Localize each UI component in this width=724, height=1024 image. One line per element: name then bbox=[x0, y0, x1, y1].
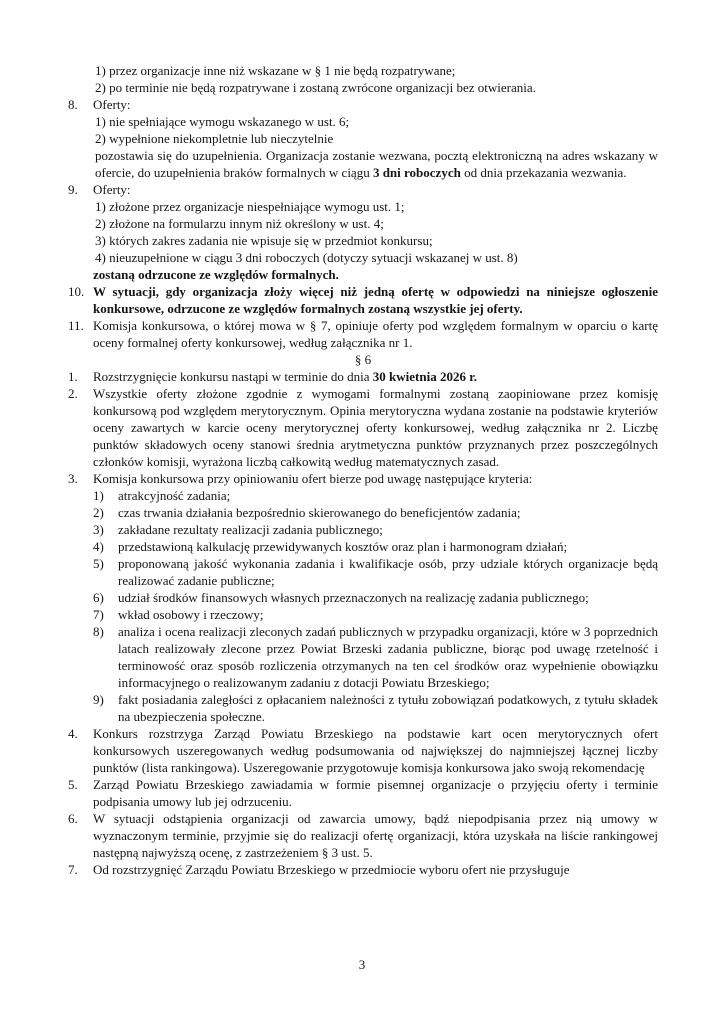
list-marker: 7. bbox=[68, 862, 78, 877]
list-marker: 1) bbox=[93, 488, 104, 503]
sub-item bbox=[68, 232, 658, 249]
text-run: Oferty: bbox=[93, 97, 131, 112]
list-marker: 7) bbox=[93, 607, 104, 622]
list-item bbox=[68, 861, 658, 878]
text-run: przez organizacje inne niż wskazane w § 1 nie będą rozpatrywane; bbox=[109, 63, 456, 78]
text-run: Komisja konkursowa, o której mowa w § 7, opiniuje oferty pod względem formalnym w oparciu o kartę oceny formalnej oferty konkursowej, według załącznika nr 1. bbox=[93, 318, 658, 350]
sub-item bbox=[68, 198, 658, 215]
continuation-paragraph bbox=[68, 266, 658, 283]
sub-item bbox=[68, 79, 658, 96]
list-marker: 5. bbox=[68, 777, 78, 792]
sub-item bbox=[68, 62, 658, 79]
sub-item bbox=[68, 538, 658, 555]
sub-item bbox=[68, 521, 658, 538]
list-marker: 4) bbox=[95, 250, 106, 265]
bold-text-run: 3 dni roboczych bbox=[372, 165, 461, 180]
text-run: nie spełniające wymogu wskazanego w ust. 6; bbox=[109, 114, 350, 129]
text-run: nieuzupełnione w ciągu 3 dni roboczych (dotyczy sytuacji wskazanej w ust. 8) bbox=[109, 250, 518, 265]
list-marker: 3) bbox=[95, 233, 106, 248]
text-run: złożone na formularzu innym niż określony w ust. 4; bbox=[109, 216, 384, 231]
continuation-paragraph bbox=[68, 147, 658, 181]
text-run: Wszystkie oferty złożone zgodnie z wymogami formalnymi zostaną zaopiniowane przez komisję konkursową pod względem merytorycznym. Opinia merytoryczna wydana zostanie na podstawie kryteriów oceny zawartych w karcie oceny merytorycznej oferty konkursowej, według załącznika nr 2. Liczbę punktów składowych oceny stanowi średnia arytmetyczna punktów przyznanych przez poszczególnych członków komisji, wyrażona liczbą całkowitą według matematycznych zasad. bbox=[93, 386, 658, 469]
list-marker: 1. bbox=[68, 369, 78, 384]
list-marker: 8. bbox=[68, 97, 78, 112]
list-marker: 1) bbox=[95, 63, 106, 78]
list-item bbox=[68, 181, 658, 198]
text-run: proponowaną jakość wykonania zadania i kwalifikacje osób, przy udziale których organizacje będą realizować zadanie publiczne; bbox=[118, 556, 658, 588]
sub-item bbox=[68, 623, 658, 691]
list-item bbox=[68, 368, 658, 385]
bold-text-run: W sytuacji, gdy organizacja złoży więcej niż jedną ofertę w odpowiedzi na niniejsze ogłoszenie konkursowe, odrzucone ze względów formalnych zostaną wszystkie jej oferty. bbox=[93, 284, 658, 316]
text-run: analiza i ocena realizacji zleconych zadań publicznych w przypadku organizacji, które w 3 poprzednich latach realizowały zlecone przez Powiat Brzeski zadania publiczne, biorąc pod uwagę rzetelność i terminowość oraz sposób rozliczenia otrzymanych na ten cel środków oraz wypełnienie obowiązku informacyjnego o realizowanym zadaniu z dotacji Powiatu Brzeskiego; bbox=[118, 624, 658, 690]
document-content bbox=[68, 62, 658, 878]
list-marker: 6) bbox=[93, 590, 104, 605]
text-run: Zarząd Powiatu Brzeskiego zawiadamia w formie pisemnej organizacje o przyjęciu oferty i terminie podpisania umowy lub jej odrzuceniu. bbox=[93, 777, 658, 809]
list-item bbox=[68, 385, 658, 470]
text-run: Oferty: bbox=[93, 182, 131, 197]
page-number: 3 bbox=[358, 957, 366, 972]
text-run: wypełnione niekompletnie lub nieczytelnie bbox=[109, 131, 334, 146]
list-marker: 11. bbox=[68, 318, 84, 333]
list-marker: 9. bbox=[68, 182, 78, 197]
list-item bbox=[68, 470, 658, 487]
list-marker: 9) bbox=[93, 692, 104, 707]
list-item bbox=[68, 810, 658, 861]
list-marker: 2. bbox=[68, 386, 78, 401]
list-marker: 5) bbox=[93, 556, 104, 571]
sub-item bbox=[68, 606, 658, 623]
text-run: których zakres zadania nie wpisuje się w przedmiot konkursu; bbox=[109, 233, 433, 248]
text-run: W sytuacji odstąpienia organizacji od zawarcia umowy, bądź niepodpisania przez nią umowy w wyznaczonym terminie, przyjmie się do realizacji ofertę organizacji, która uzyskała na liście rankingowej następną najwyższą ocenę, z zastrzeżeniem § 3 ust. 5. bbox=[93, 811, 658, 860]
list-marker: 2) bbox=[95, 80, 106, 95]
list-marker: 4. bbox=[68, 726, 78, 741]
sub-item bbox=[68, 249, 658, 266]
sub-item bbox=[68, 215, 658, 232]
text-run: Od rozstrzygnięć Zarządu Powiatu Brzeskiego w przedmiocie wyboru ofert nie przysługuje bbox=[93, 862, 570, 877]
list-item bbox=[68, 725, 658, 776]
section-heading bbox=[68, 351, 658, 368]
bold-text-run: 30 kwietnia 2026 r. bbox=[372, 369, 478, 384]
text-run: atrakcyjność zadania; bbox=[118, 488, 231, 503]
text-run: czas trwania działania bezpośrednio skierowanego do beneficjentów zadania; bbox=[118, 505, 521, 520]
sub-item bbox=[68, 555, 658, 589]
text-run: złożone przez organizacje niespełniające wymogu ust. 1; bbox=[109, 199, 405, 214]
list-marker: 10. bbox=[68, 284, 85, 299]
list-marker: 2) bbox=[95, 216, 106, 231]
text-run: fakt posiadania zaległości z opłacaniem należności z tytułu zobowiązań podatkowych, z tytułu składek na ubezpieczenia społeczne. bbox=[118, 692, 658, 724]
text-run: udział środków finansowych własnych przeznaczonych na realizację zadania publicznego; bbox=[118, 590, 589, 605]
list-marker: 8) bbox=[93, 624, 104, 639]
sub-item bbox=[68, 691, 658, 725]
text-run: Komisja konkursowa przy opiniowaniu ofert bierze pod uwagę następujące kryteria: bbox=[93, 471, 533, 486]
list-marker: 1) bbox=[95, 199, 106, 214]
list-item bbox=[68, 317, 658, 351]
sub-item bbox=[68, 487, 658, 504]
list-marker: 4) bbox=[93, 539, 104, 554]
text-run: Konkurs rozstrzyga Zarząd Powiatu Brzeskiego na podstawie kart ocen merytorycznych ofert konkursowych uszeregowanych według podsumowania od największej do najmniejszej łącznej liczby punktów (lista rankingowa). Uszeregowanie przygotowuje komisja konkursowa jako swoją rekomendację bbox=[93, 726, 658, 775]
list-item bbox=[68, 776, 658, 810]
sub-item bbox=[68, 504, 658, 521]
list-marker: 2) bbox=[93, 505, 104, 520]
sub-item bbox=[68, 130, 658, 147]
text-run: pozostawia się do uzupełnienia. Organizacja zostanie wezwana, pocztą elektroniczną na adres wskazany w ofercie, do uzupełnienia braków formalnych w ciągu bbox=[95, 148, 658, 180]
list-marker: 1) bbox=[95, 114, 106, 129]
sub-item bbox=[68, 589, 658, 606]
list-marker: 6. bbox=[68, 811, 78, 826]
text-run: po terminie nie będą rozpatrywane i zostaną zwrócone organizacji bez otwierania. bbox=[109, 80, 536, 95]
text-run: przedstawioną kalkulację przewidywanych kosztów oraz plan i harmonogram działań; bbox=[118, 539, 568, 554]
text-run: § 6 bbox=[354, 352, 372, 367]
text-run: Rozstrzygnięcie konkursu nastąpi w terminie do dnia bbox=[93, 369, 373, 384]
list-marker: 3) bbox=[93, 522, 104, 537]
text-run: zakładane rezultaty realizacji zadania publicznego; bbox=[118, 522, 383, 537]
list-marker: 3. bbox=[68, 471, 78, 486]
text-run: od dnia przekazania wezwania. bbox=[460, 165, 627, 180]
sub-item bbox=[68, 113, 658, 130]
list-item bbox=[68, 283, 658, 317]
list-item bbox=[68, 96, 658, 113]
list-marker: 2) bbox=[95, 131, 106, 146]
text-run: wkład osobowy i rzeczowy; bbox=[118, 607, 264, 622]
bold-text-run: zostaną odrzucone ze względów formalnych. bbox=[93, 267, 339, 282]
